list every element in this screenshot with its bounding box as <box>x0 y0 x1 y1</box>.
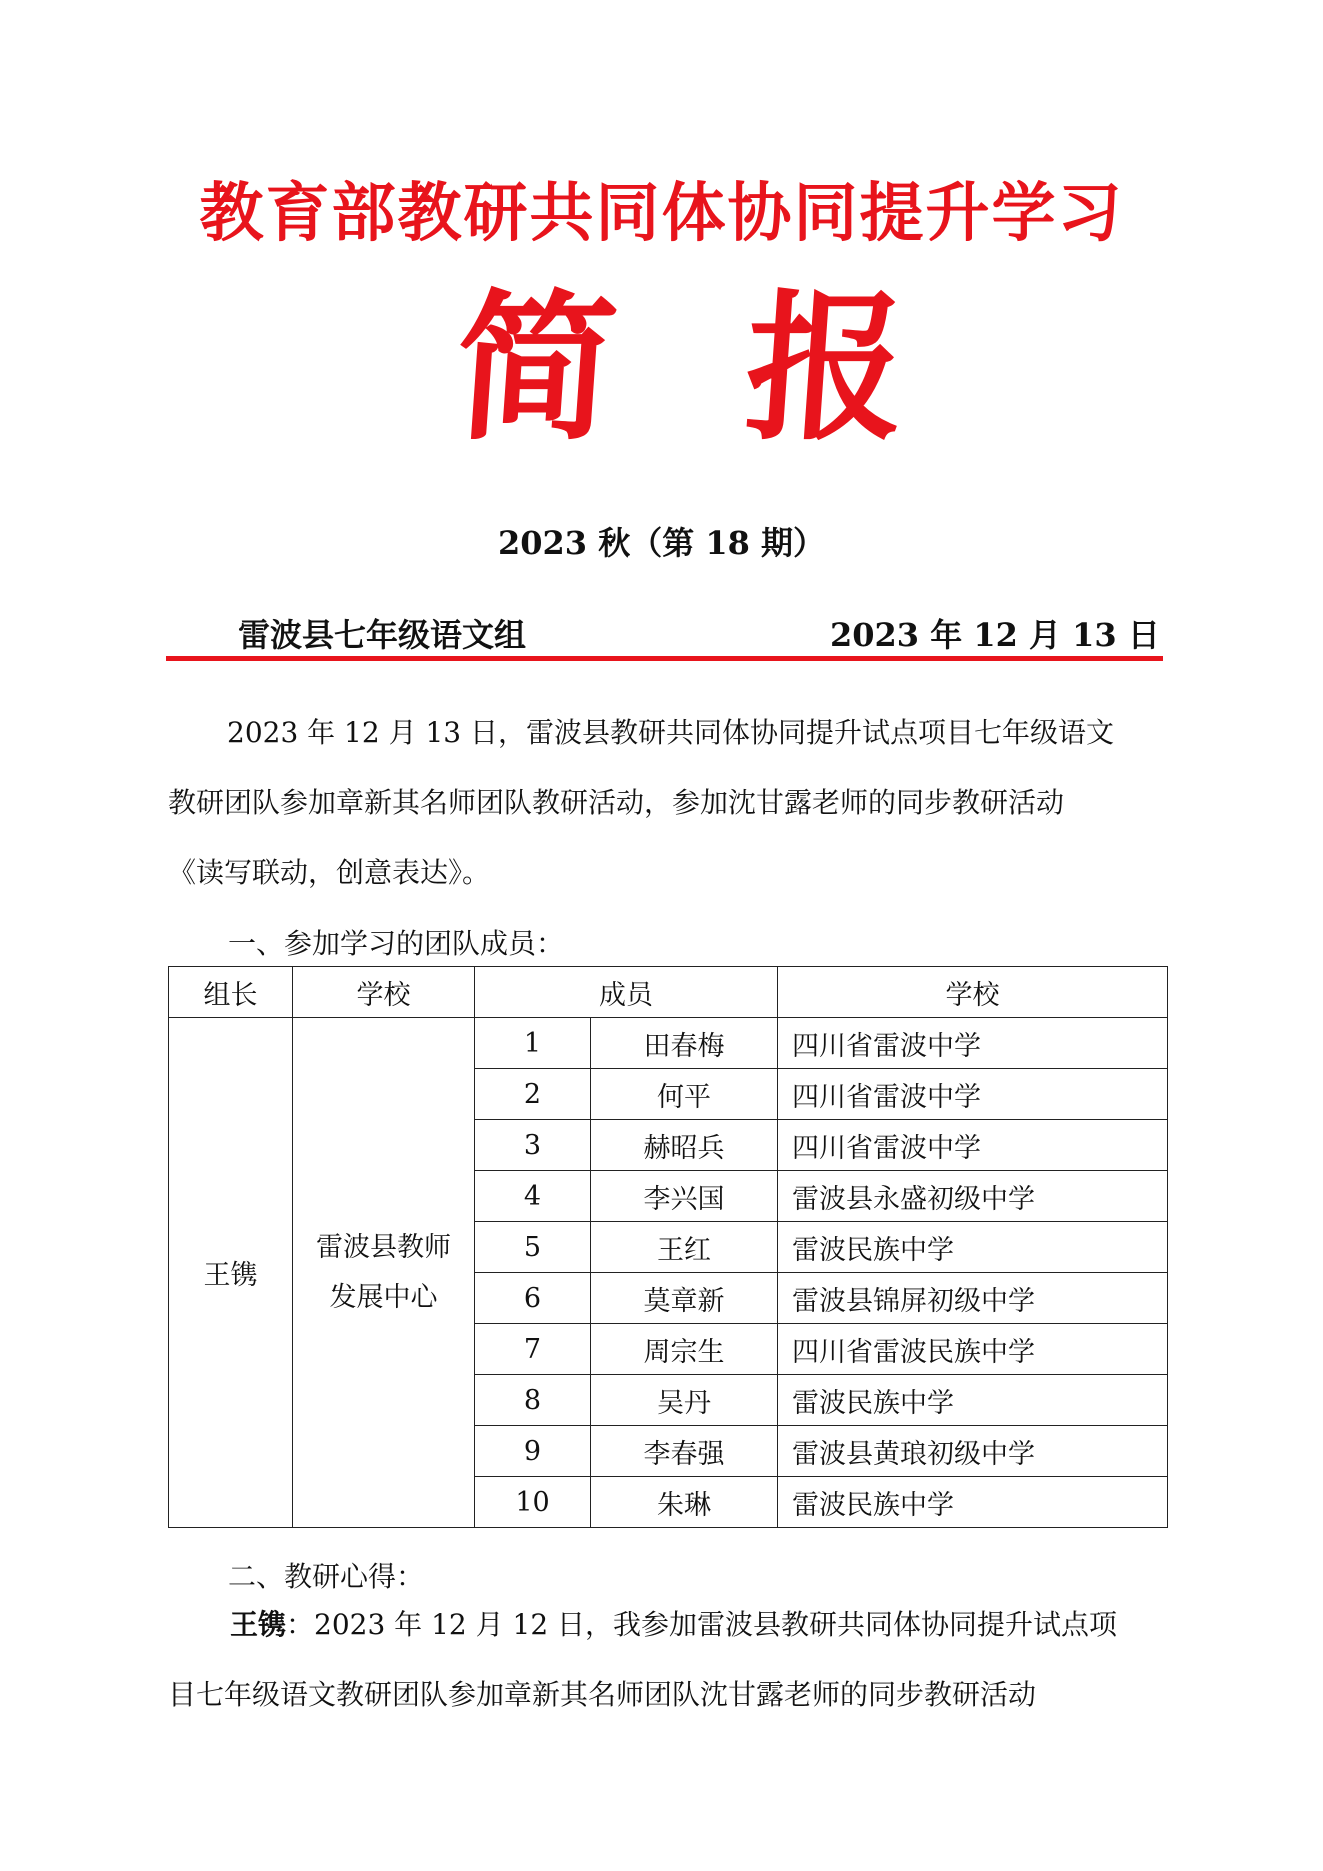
member-name: 莫章新 <box>591 1273 778 1324</box>
member-name: 田春梅 <box>591 1018 778 1069</box>
member-school: 四川省雷波民族中学 <box>778 1324 1168 1375</box>
leader-school-line-2: 发展中心 <box>329 1281 438 1313</box>
big-title-char-1: 简 <box>449 274 623 462</box>
member-name: 朱琳 <box>591 1477 778 1528</box>
row-number: 8 <box>475 1375 591 1426</box>
report-date: 2023 年 12 月 13 日 <box>830 616 1160 654</box>
reflection-author: 王镌 <box>230 1608 287 1641</box>
row-number: 2 <box>475 1069 591 1120</box>
row-number: 10 <box>475 1477 591 1528</box>
intro-paragraph <box>168 698 1166 908</box>
report-series-title: 教育部教研共同体协同提升学习 <box>199 177 1124 251</box>
issue-number: 2023 秋（第 18 期） <box>497 524 826 562</box>
table-header-row <box>169 967 1168 1018</box>
row-number: 4 <box>475 1171 591 1222</box>
intro-line-3: 《读写联动，创意表达》。 <box>168 856 491 889</box>
row-number: 1 <box>475 1018 591 1069</box>
member-name: 王红 <box>591 1222 778 1273</box>
leader-name: 王镌 <box>169 1018 293 1528</box>
reflection-line-1 <box>168 1590 1166 1660</box>
header-leader: 组长 <box>169 967 293 1018</box>
member-name: 何平 <box>591 1069 778 1120</box>
members-table <box>168 966 1168 1528</box>
row-number: 6 <box>475 1273 591 1324</box>
leader-school <box>293 1018 475 1528</box>
header-member-school: 学校 <box>778 967 1168 1018</box>
member-school: 四川省雷波中学 <box>778 1018 1168 1069</box>
row-number: 9 <box>475 1426 591 1477</box>
member-school: 四川省雷波中学 <box>778 1069 1168 1120</box>
header-school: 学校 <box>293 967 475 1018</box>
intro-line-1: 2023 年 12 月 13 日，雷波县教研共同体协同提升试点项目七年级语文 <box>227 716 1115 749</box>
header-divider <box>166 656 1163 661</box>
intro-line-2: 教研团队参加章新其名师团队教研活动，参加沈甘露老师的同步教研活动 <box>168 786 1065 819</box>
big-title-char-2: 报 <box>739 274 913 462</box>
reflection-paragraph <box>168 1590 1166 1730</box>
member-school: 雷波民族中学 <box>778 1222 1168 1273</box>
reflection-line-1-text: ：2023 年 12 月 12 日，我参加雷波县教研共同体协同提升试点项 <box>286 1608 1118 1641</box>
row-number: 7 <box>475 1324 591 1375</box>
member-school: 雷波县锦屏初级中学 <box>778 1273 1168 1324</box>
member-school: 雷波民族中学 <box>778 1375 1168 1426</box>
section-1-heading: 一、参加学习的团队成员： <box>228 927 565 960</box>
group-name: 雷波县七年级语文组 <box>238 616 527 654</box>
member-name: 李兴国 <box>591 1171 778 1222</box>
member-school: 四川省雷波中学 <box>778 1120 1168 1171</box>
member-name: 周宗生 <box>591 1324 778 1375</box>
section-2-heading: 二、教研心得： <box>228 1560 425 1593</box>
leader-school-line-1: 雷波县教师 <box>316 1231 451 1263</box>
table-row <box>169 1018 1168 1069</box>
member-school: 雷波民族中学 <box>778 1477 1168 1528</box>
row-number: 3 <box>475 1120 591 1171</box>
row-number: 5 <box>475 1222 591 1273</box>
member-name: 赫昭兵 <box>591 1120 778 1171</box>
header-member: 成员 <box>475 967 778 1018</box>
member-school: 雷波县永盛初级中学 <box>778 1171 1168 1222</box>
reflection-line-2: 目七年级语文教研团队参加章新其名师团队沈甘露老师的同步教研活动 <box>168 1678 1037 1711</box>
member-name: 李春强 <box>591 1426 778 1477</box>
member-school: 雷波县黄琅初级中学 <box>778 1426 1168 1477</box>
member-name: 吴丹 <box>591 1375 778 1426</box>
